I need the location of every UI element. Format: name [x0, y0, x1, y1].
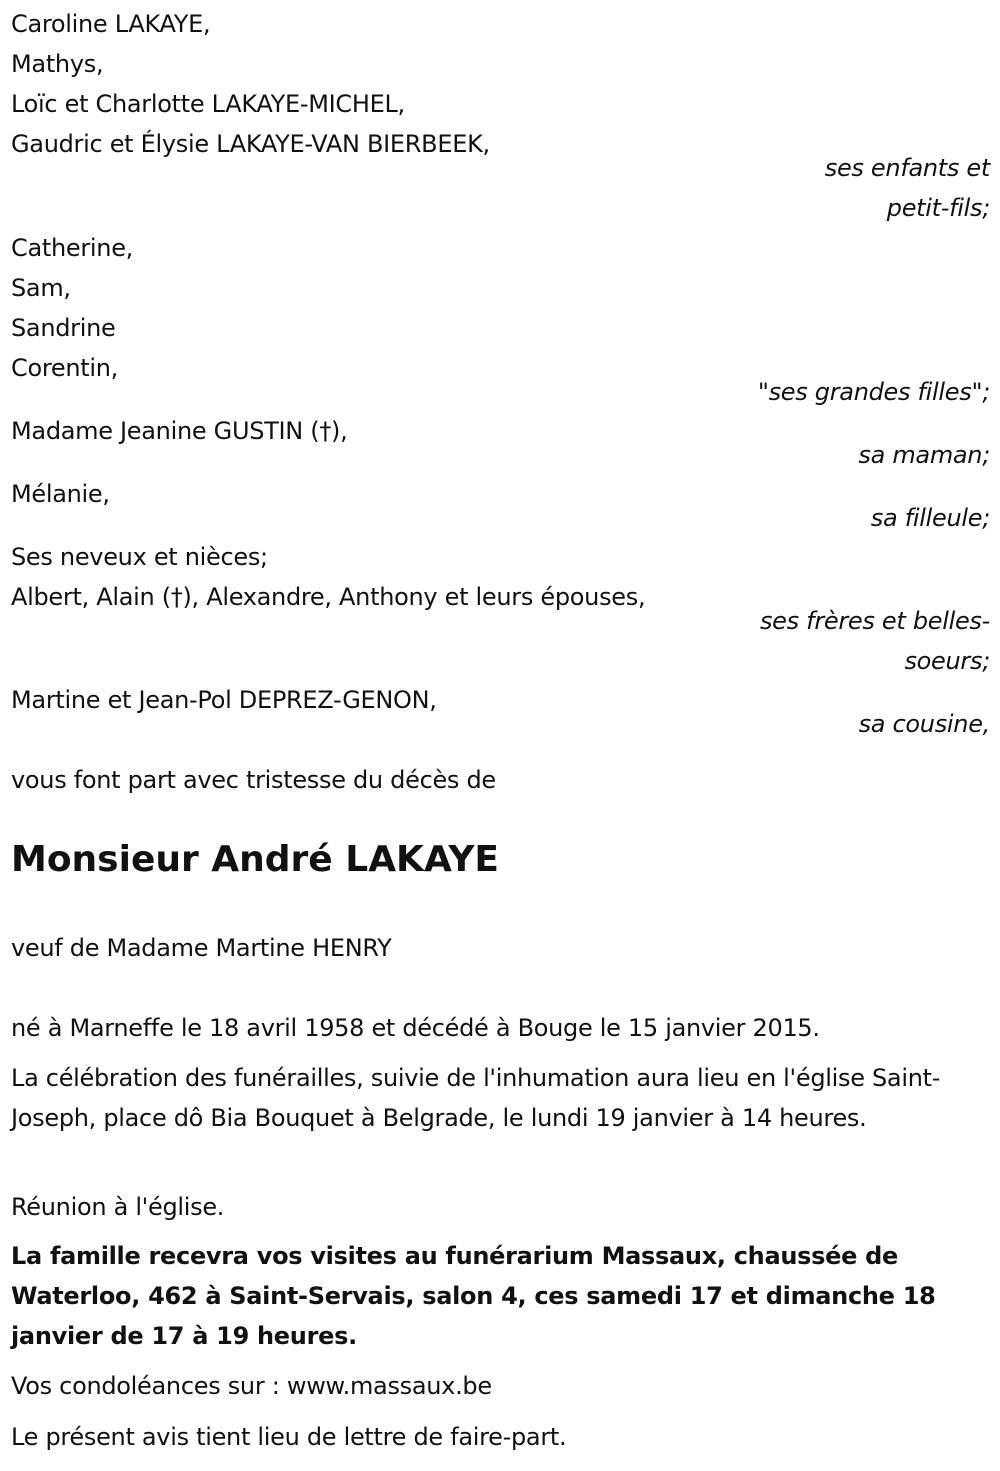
widower-text: veuf de Madame Martine HENRY [11, 934, 392, 962]
family-name: Sam, [11, 274, 71, 302]
relation-label: petit-fils; [886, 194, 990, 222]
birth-death-text: né à Marneffe le 18 avril 1958 et décédé à Bouge le 15 janvier 2015. [11, 1014, 820, 1042]
relation-label: ses frères et belles- [759, 607, 990, 635]
family-name: Albert, Alain (†), Alexandre, Anthony et leurs épouses, [11, 583, 646, 611]
deceased-name: Monsieur André LAKAYE [11, 839, 500, 880]
meeting-text: Réunion à l'église. [11, 1193, 225, 1221]
ceremony-text: La célébration des funérailles, suivie de l'inhumation aura lieu en l'église Saint-Joseph, place dô Bia Bouquet à Belgrade, le lundi 19 janvier à 14 heures. [11, 1064, 941, 1132]
relation-label: sa cousine, [858, 710, 990, 738]
family-name: Madame Jeanine GUSTIN (†), [11, 417, 348, 445]
family-name: Mélanie, [11, 480, 110, 508]
relation-label: "ses grandes filles"; [757, 378, 990, 406]
visits-text: La famille recevra vos visites au funérarium Massaux, chaussée de Waterloo, 462 à Saint-Servais, salon 4, ces samedi 17 et dimanche 18 janvier de 17 à 19 heures. [11, 1242, 936, 1350]
relation-label: ses enfants et [824, 154, 990, 182]
relation-label: soeurs; [904, 647, 990, 675]
family-name: Ses neveux et nièces; [11, 543, 268, 571]
condolences-label: Vos condoléances sur : [11, 1372, 287, 1400]
family-name: Sandrine [11, 314, 116, 342]
condolences-link[interactable]: www.massaux.be [286, 1372, 492, 1400]
family-name: Mathys, [11, 50, 104, 78]
relation-label: sa maman; [858, 441, 990, 469]
announcement-text: vous font part avec tristesse du décès de [11, 766, 496, 794]
family-name: Corentin, [11, 354, 118, 382]
family-name: Gaudric et Élysie LAKAYE-VAN BIERBEEK, [11, 130, 490, 158]
relation-label: sa filleule; [870, 504, 990, 532]
family-name: Loïc et Charlotte LAKAYE-MICHEL, [11, 90, 405, 118]
family-name: Catherine, [11, 234, 133, 262]
condolences-line [11, 1366, 492, 1406]
notice-text: Le présent avis tient lieu de lettre de faire-part. [11, 1423, 567, 1451]
family-name: Caroline LAKAYE, [11, 10, 211, 38]
family-name: Martine et Jean-Pol DEPREZ-GENON, [11, 686, 437, 714]
